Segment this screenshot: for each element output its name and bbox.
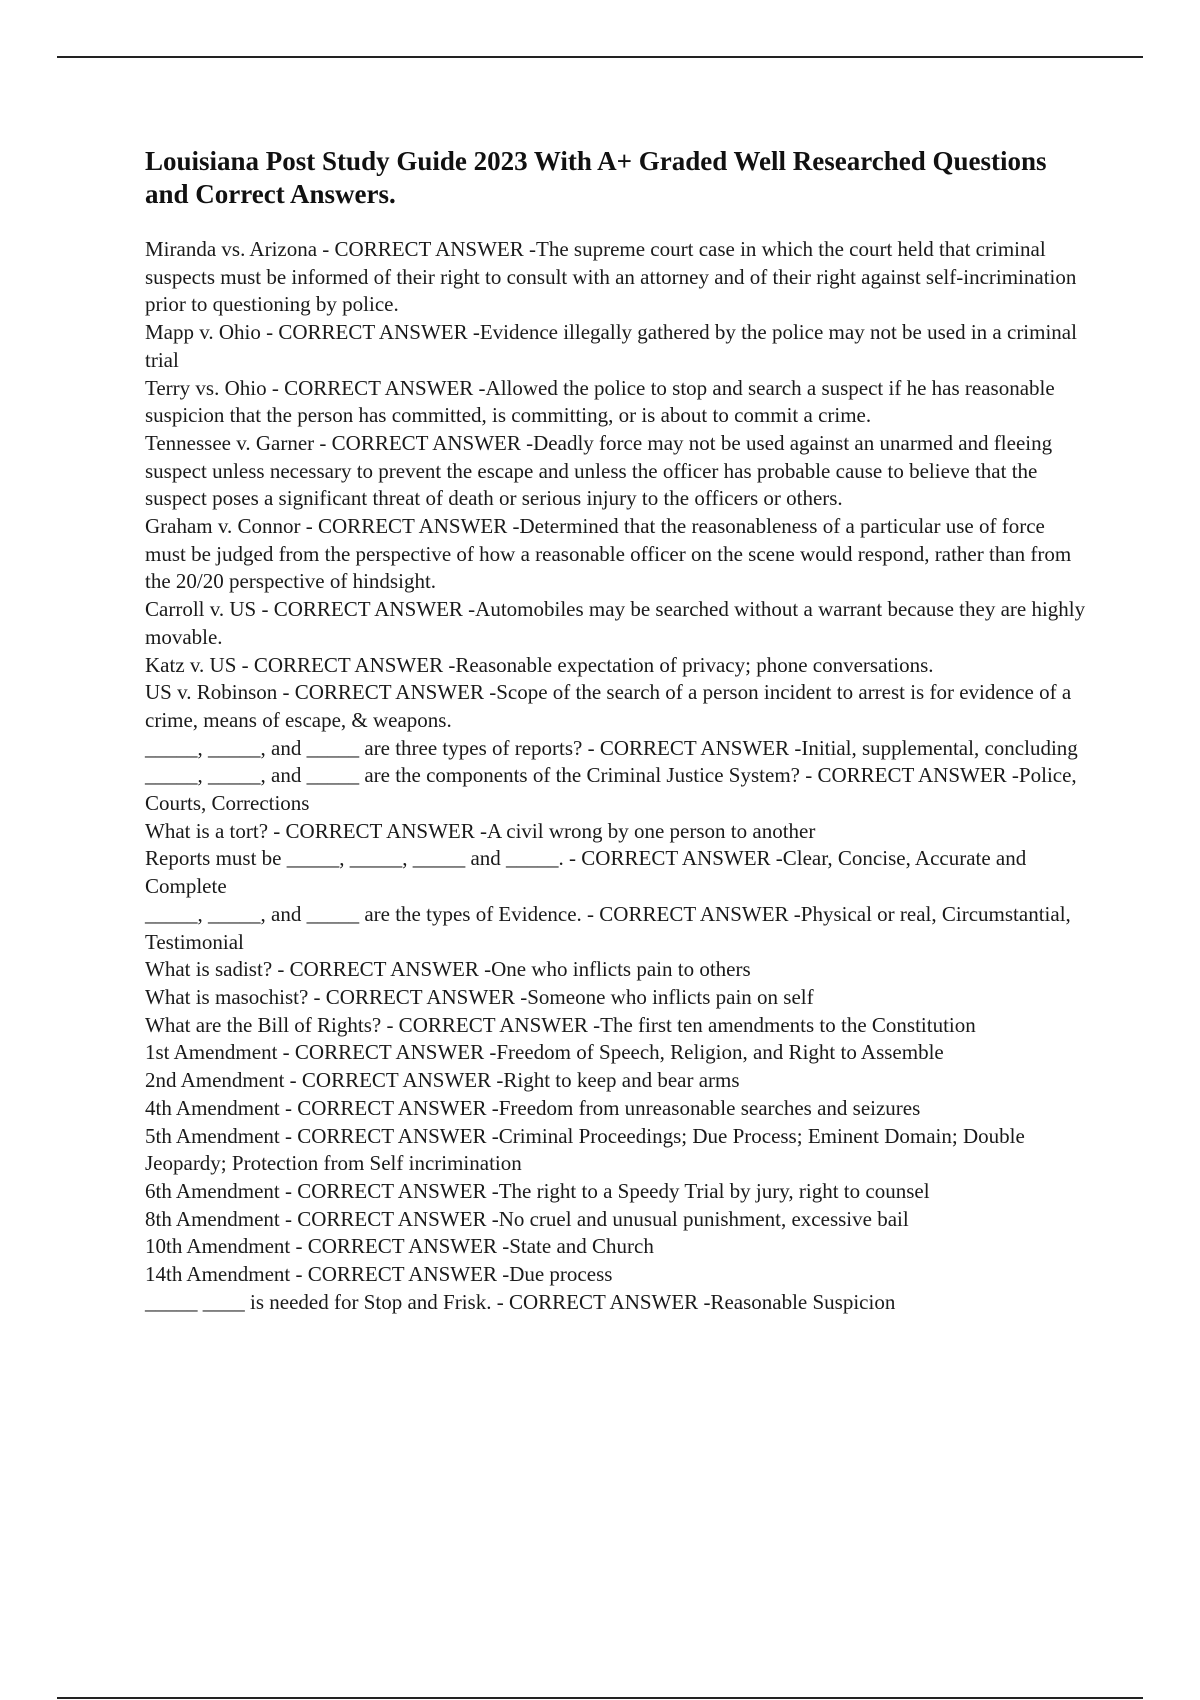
qa-entry: Tennessee v. Garner - CORRECT ANSWER -Deadly force may not be used against an unarmed and fleeing suspect unless necessary to prevent the escape and unless the officer has probable cause to believe that the suspect poses a significant threat of death or serious injury to the officers or others. (145, 430, 1053, 511)
qa-entry: Reports must be _____, _____, _____ and _____. - CORRECT ANSWER -Clear, Concise, Accurate and Complete (145, 846, 1027, 899)
qa-entry: 4th Amendment - CORRECT ANSWER -Freedom from unreasonable searches and seizures (145, 1095, 921, 1120)
qa-entry: _____, _____, and _____ are the types of Evidence. - CORRECT ANSWER -Physical or real, Circumstantial, Testimonial (145, 901, 1071, 954)
qa-entry: 14th Amendment - CORRECT ANSWER -Due process (145, 1262, 613, 1287)
qa-entry: Miranda vs. Arizona - CORRECT ANSWER -The supreme court case in which the court held that criminal suspects must be informed of their right to consult with an attorney and of their right against self-incrimination prior to questioning by police. (145, 237, 1077, 317)
qa-entry: Mapp v. Ohio - CORRECT ANSWER -Evidence illegally gathered by the police may not be used in a criminal trial (145, 320, 1077, 372)
qa-list (145, 236, 1090, 1316)
qa-entry: Terry vs. Ohio - CORRECT ANSWER -Allowed the police to stop and search a suspect if he has reasonable suspicion that the person has committed, is committing, or is about to commit a crime. (145, 375, 1055, 428)
bottom-divider (57, 1697, 1143, 1699)
qa-entry: _____, _____, and _____ are three types of reports? - CORRECT ANSWER -Initial, supplemental, concluding (145, 735, 1078, 760)
qa-entry: _____, _____, and _____ are the components of the Criminal Justice System? - CORRECT ANSWER -Police, Courts, Corrections (145, 763, 1077, 816)
qa-entry: 8th Amendment - CORRECT ANSWER -No cruel and unusual punishment, excessive bail (145, 1206, 909, 1231)
qa-entry: 1st Amendment - CORRECT ANSWER -Freedom of Speech, Religion, and Right to Assemble (145, 1040, 944, 1065)
qa-entry: 2nd Amendment - CORRECT ANSWER -Right to keep and bear arms (145, 1068, 740, 1093)
qa-entry: Katz v. US - CORRECT ANSWER -Reasonable expectation of privacy; phone conversations. (145, 652, 934, 677)
document-body (145, 145, 1090, 1316)
top-divider (57, 56, 1143, 58)
qa-entry: 5th Amendment - CORRECT ANSWER -Criminal Proceedings; Due Process; Eminent Domain; Double Jeopardy; Protection from Self incrimination (145, 1123, 1025, 1176)
qa-entry: What is masochist? - CORRECT ANSWER -Someone who inflicts pain on self (145, 984, 814, 1009)
qa-entry: Graham v. Connor - CORRECT ANSWER -Determined that the reasonableness of a particular use of force must be judged from the perspective of how a reasonable officer on the scene would respond, rather than from the 20/20 perspective of hindsight. (145, 514, 1072, 594)
qa-entry: _____ ____ is needed for Stop and Frisk. - CORRECT ANSWER -Reasonable Suspicion (145, 1289, 896, 1314)
qa-entry: 6th Amendment - CORRECT ANSWER -The right to a Speedy Trial by jury, right to counsel (145, 1178, 930, 1203)
qa-entry: Carroll v. US - CORRECT ANSWER -Automobiles may be searched without a warrant because they are highly movable. (145, 597, 1086, 649)
qa-entry: US v. Robinson - CORRECT ANSWER -Scope of the search of a person incident to arrest is for evidence of a crime, means of escape, & weapons. (145, 680, 1072, 732)
qa-entry: 10th Amendment - CORRECT ANSWER -State and Church (145, 1234, 654, 1259)
qa-entry: What is sadist? - CORRECT ANSWER -One who inflicts pain to others (145, 957, 751, 982)
qa-entry: What are the Bill of Rights? - CORRECT ANSWER -The first ten amendments to the Constitution (145, 1012, 976, 1037)
document-title: Louisiana Post Study Guide 2023 With A+ Graded Well Researched Questions and Correct Answers. (145, 146, 1047, 209)
qa-entry: What is a tort? - CORRECT ANSWER -A civil wrong by one person to another (145, 818, 816, 843)
